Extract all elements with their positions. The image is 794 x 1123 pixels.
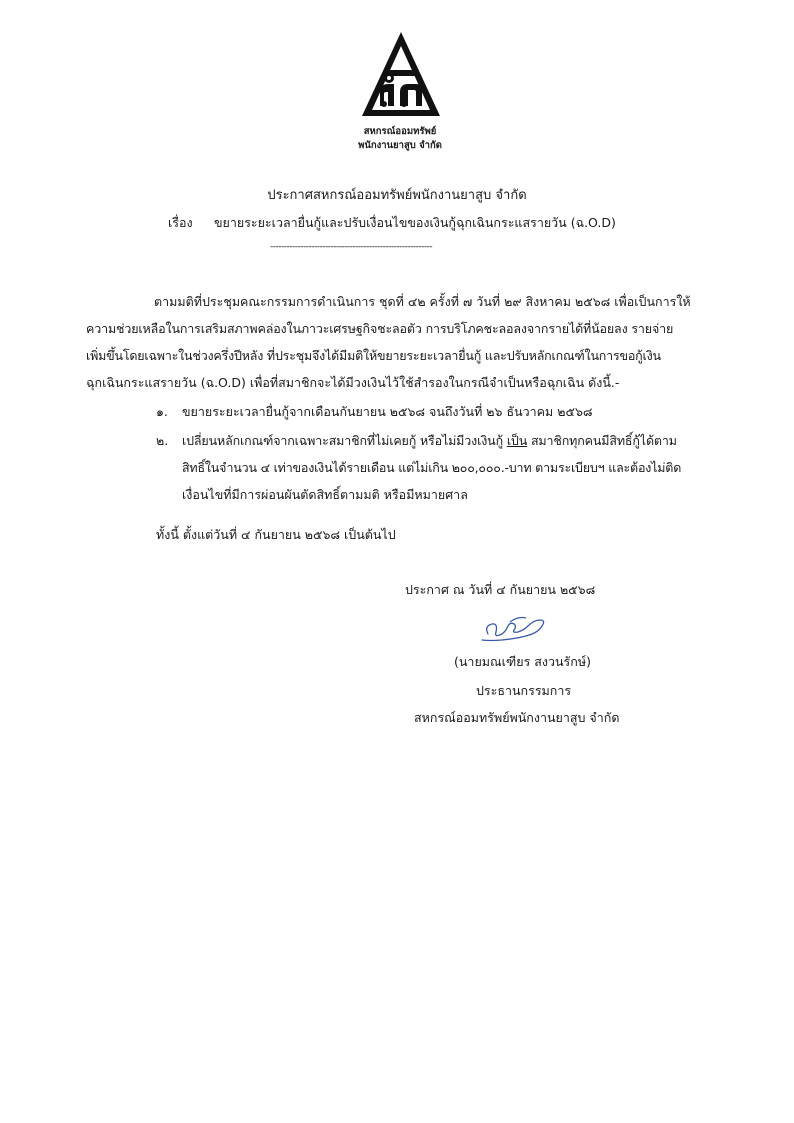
signature [480,612,556,646]
paragraph-line-3: เพิ่มขึ้นโดยเฉพาะในช่วงครึ่งปีหลัง ที่ประชุมจึงได้มีมติให้ขยายระยะเวลายื่นกู้ และปรับหลักเกณฑ์ในการขอกู้เงิน [86,348,661,363]
announcement-date: ประกาศ ณ วันที่ ๔ กันยายน ๒๕๖๘ [405,582,596,597]
item-2-line-1-b: สมาชิกทุกคนมีสิทธิ์กู้ได้ตาม [527,433,677,448]
item-2-underlined-word: เป็น [506,433,528,448]
announcement-title: ประกาศสหกรณ์ออมทรัพย์พนักงานยาสูบ จำกัด [267,188,527,203]
item-2-line-2: สิทธิ์ในจำนวน ๔ เท่าของเงินได้รายเดือน แต่ไม่เกิน ๒๐๐,๐๐๐.-บาท ตามระเบียบฯ และต้องไม่ติด [182,460,682,475]
signer-name: (นายมณเฑียร สงวนรักษ์) [454,654,591,669]
cooperative-logo [356,30,446,120]
logo-line-2: พนักงานยาสูบ จำกัด [358,140,442,151]
item-2-line-1-a: เปลี่ยนหลักเกณฑ์จากเฉพาะสมาชิกที่ไม่เคยกู้ หรือไม่มีวงเงินกู้ [182,433,507,448]
item-1-number: ๑. [156,404,168,419]
logo-line-1: สหกรณ์ออมทรัพย์ [363,126,437,137]
paragraph-line-1: ตามมติที่ประชุมคณะกรรมการดำเนินการ ชุดที่ ๔๒ ครั้งที่ ๗ วันที่ ๒๙ สิงหาคม ๒๕๖๘ เพื่อเป็นการให้ [154,294,691,309]
header-rule: ----------------------------------------------------------- [270,242,433,252]
effective-date: ทั้งนี้ ตั้งแต่วันที่ ๔ กันยายน ๒๕๖๘ เป็นต้นไป [156,527,396,542]
paragraph-line-4: ฉุกเฉินกระแสรายวัน (ฉ.O.D) เพื่อที่สมาชิกจะได้มีวงเงินไว้ใช้สำรองในกรณีจำเป็นหรือฉุกเฉิน ดังนี้.- [86,375,620,390]
item-2-line-1 [182,431,677,451]
organization-name: สหกรณ์ออมทรัพย์พนักงานยาสูบ จำกัด [414,710,620,725]
item-1-text: ขยายระยะเวลายื่นกู้จากเดือนกันยายน ๒๕๖๘ จนถึงวันที่ ๒๖ ธันวาคม ๒๕๖๘ [182,404,593,419]
item-2-number: ๒. [156,433,169,448]
signer-title: ประธานกรรมการ [476,683,572,698]
paragraph-line-2: ความช่วยเหลือในการเสริมสภาพคล่องในภาวะเศรษฐกิจชะลอตัว การบริโภคชะลอลงจากรายได้ที่น้อยลง รายจ่าย [86,321,674,336]
item-2-line-3: เงื่อนไขที่มีการผ่อนผันตัดสิทธิ์ตามมติ หรือมีหมายศาล [182,487,468,502]
subject-label: เรื่อง [168,215,193,230]
subject-text: ขยายระยะเวลายื่นกู้และปรับเงื่อนไขของเงินกู้ฉุกเฉินกระแสรายวัน (ฉ.O.D) [214,215,616,230]
